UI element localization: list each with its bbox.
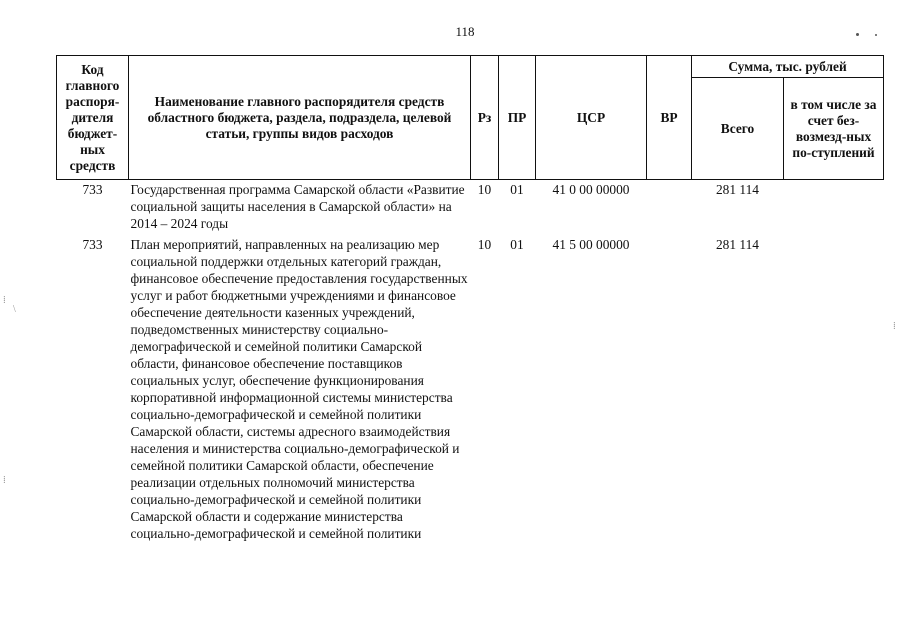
- header-csr: ЦСР: [536, 56, 647, 180]
- header-grants: в том числе за счет без-возмезд-ных по-ступлений: [784, 78, 884, 180]
- cell-csr: 41 5 00 00000: [552, 237, 630, 252]
- cell-grants: [784, 180, 884, 233]
- cell-grants: [784, 232, 884, 542]
- scan-speck: [856, 33, 859, 36]
- budget-table: [56, 55, 884, 542]
- scan-edge-mark: ⁞: [893, 321, 896, 332]
- cell-rz: 10: [477, 237, 492, 252]
- cell-name: План мероприятий, направленных на реализацию мер социальной поддержки отдельных категорий граждан, финансовое обеспечение предоставления государственных услуг и работ бюджетными учреждениями и финансовое обеспечение деятельности казенных учреждений, подведомственных министерству социально-демографической и семейной политики Самарской области, финансовое обеспечение поставщиков социальных услуг, обеспечение функционирования корпоративной информационной системы министерства социально-демографической и семейной политики Самарской области, системы адресного взаимодействия населения и министерства социально-демографической и семейной политики Самарской области, обеспечение реализации отдельных полномочий министерства социально-демографической и семейной политики Самарской области и содержание министерства социально-демографической и семейной политики: [130, 237, 468, 541]
- table-row: [57, 180, 884, 233]
- scan-speck: [875, 34, 877, 36]
- cell-total: 281 114: [715, 237, 760, 252]
- scan-edge-mark: \: [13, 304, 16, 315]
- cell-total: 281 114: [715, 182, 760, 197]
- cell-csr: 41 0 00 00000: [552, 182, 630, 197]
- header-vr: ВР: [647, 56, 692, 180]
- header-name: Наименование главного распорядителя средств областного бюджета, раздела, подраздела, целевой статьи, группы видов расходов: [129, 56, 471, 180]
- scan-edge-mark: ⁞: [3, 295, 6, 306]
- page-number: 118: [455, 24, 475, 39]
- cell-vr: [647, 180, 692, 233]
- cell-pr: 01: [510, 237, 524, 252]
- cell-pr: 01: [510, 182, 524, 197]
- header-total: Всего: [692, 78, 784, 180]
- header-rz: Рз: [471, 56, 499, 180]
- header-pr: ПР: [499, 56, 536, 180]
- cell-rz: 10: [477, 182, 492, 197]
- cell-vr: [647, 232, 692, 542]
- cell-name: Государственная программа Самарской области «Развитие социальной защиты населения в Самарской области» на 2014 – 2024 годы: [130, 182, 465, 231]
- scan-edge-mark: ⁞: [3, 475, 6, 486]
- header-sum-group: Сумма, тыс. рублей: [692, 56, 884, 78]
- header-code: Код главного распоря-дителя бюджет-ных средств: [57, 56, 129, 180]
- table-row: [57, 232, 884, 542]
- cell-code: 733: [82, 237, 103, 252]
- table-header: [57, 56, 884, 180]
- table-body: [57, 180, 884, 543]
- cell-code: 733: [82, 182, 103, 197]
